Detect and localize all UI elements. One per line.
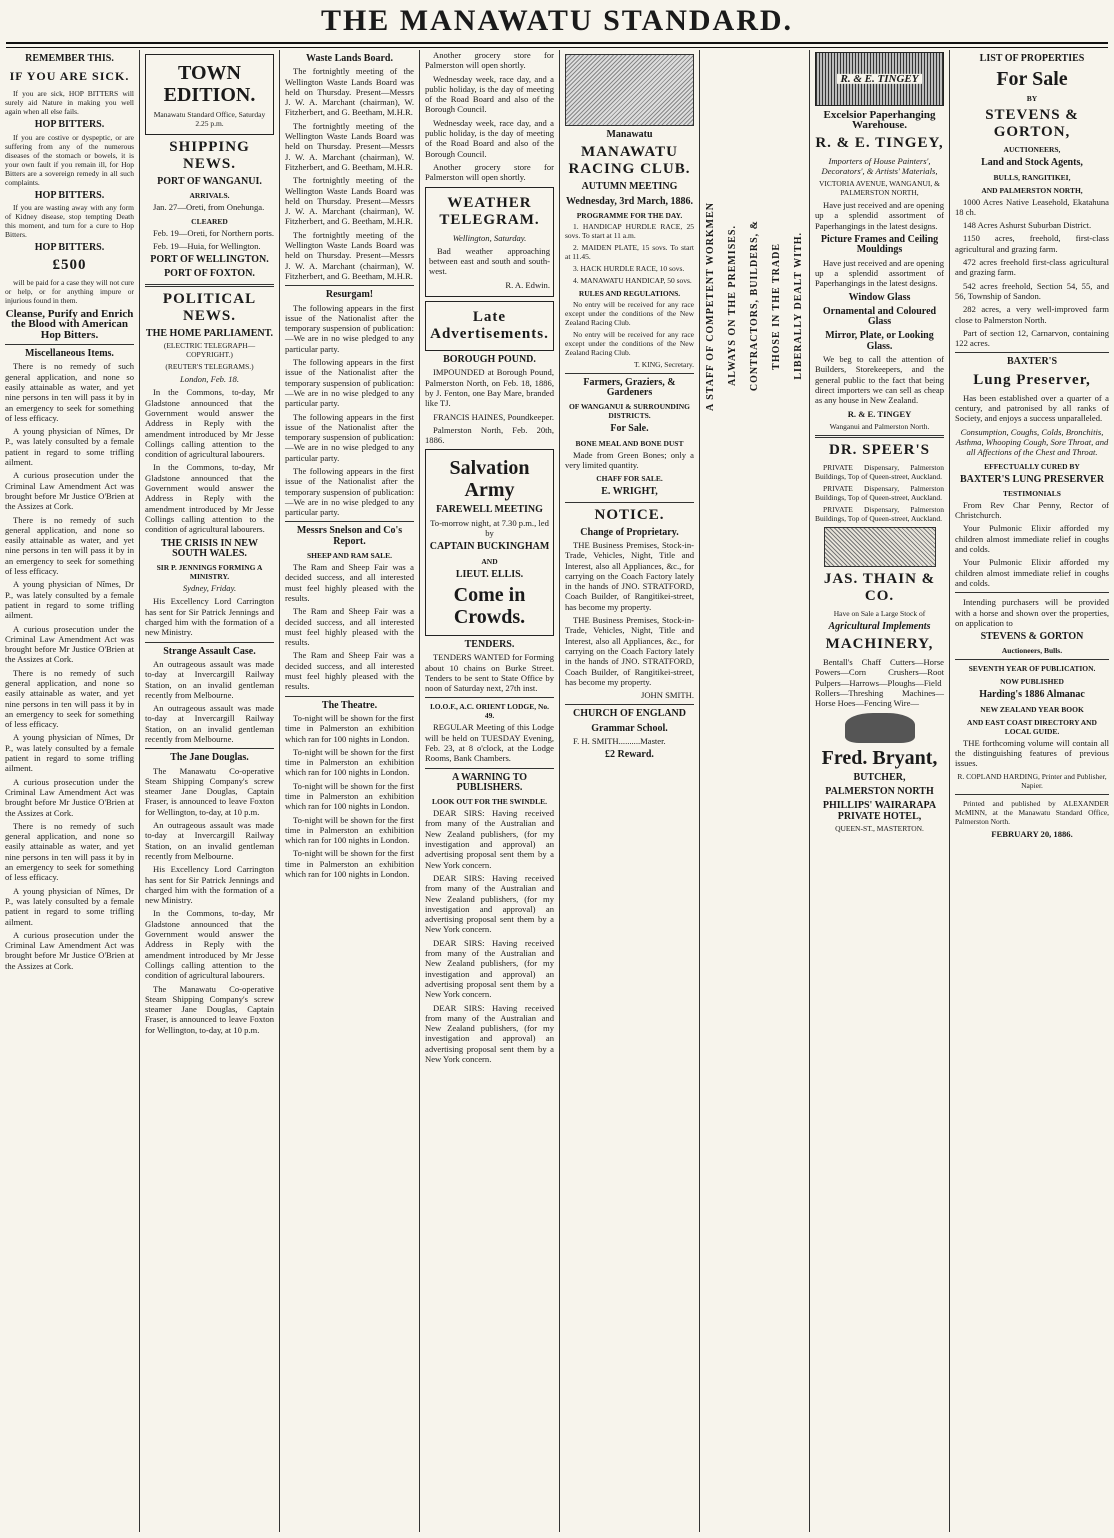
master-line: F. H. SMITH..........Master.: [573, 736, 666, 747]
cleanse-heading: Cleanse, Purify and Enrich the Blood with American Hop Bitters.: [5, 308, 134, 341]
consumption-text: Consumption, Coughs, Colds, Bronchitis, Asthma, Whooping Cough, Sore Throat, and all Affections of the Chest and Throat.: [955, 426, 1109, 458]
late-ads-heading: Late Advertisements.: [430, 309, 549, 343]
change-heading: Change of Proprietary.: [580, 526, 679, 538]
harding-heading: Harding's 1886 Almanac: [979, 689, 1085, 701]
town-edition-heading: TOWN EDITION.: [163, 62, 256, 106]
divider: [285, 521, 414, 522]
publisher-line: R. COPLAND HARDING, Printer and Publisher, Napier.: [957, 771, 1107, 790]
article-text: A young physician of Nîmes, Dr P., was lately consulted by a female patient in regard to some trifling ailment.: [5, 885, 134, 927]
pn-line: AND PALMERSTON NORTH,: [981, 185, 1083, 195]
banner-text: THOSE IN THE TRADE: [770, 242, 782, 370]
race-line: 4. MANAWATU HANDICAP, 50 sovs.: [573, 275, 692, 285]
banner-text: ALWAYS ON THE PREMISES.: [726, 225, 738, 387]
spacer: [700, 50, 809, 106]
divider: [955, 592, 1109, 593]
ad-text: Made from Green Bones; only a very limited quantity.: [565, 449, 694, 471]
bryant-heading: Fred. Bryant,: [821, 746, 938, 769]
phillips-heading: PHILLIPS' WAIRARAPA PRIVATE HOTEL,: [822, 800, 937, 822]
article-text: There is no remedy of such general application, and none so easily attainable as water, and yet nine persons in ten will pass it by in an emergency to seek for something of less efficacy.: [5, 667, 134, 730]
article-text: The Manawatu Co-operative Steam Shipping Company's screw steamer Jane Douglas, Captain Fraser, is announced to leave Foxton for Wellington, to-day, at 10 p.m.: [145, 983, 274, 1035]
ad-text: TENDERS WANTED for Forming about 10 chains on Burke Street. Tenders to be sent to State Office by noon of Saturday next, 27th inst.: [425, 652, 554, 694]
jennings-heading: SIR P. JENNINGS FORMING A MINISTRY.: [156, 563, 263, 582]
address-line: VICTORIA AVENUE, WANGANUI, & PALMERSTON NORTH,: [818, 179, 941, 198]
testimonial: From Rev Char Penny, Rector of Christchurch.: [955, 499, 1109, 521]
resurgam-heading: Resurgam!: [325, 289, 374, 301]
racing-heading: MANAWATU RACING CLUB.: [568, 144, 691, 178]
divider: [425, 697, 554, 698]
machinery-heading: MACHINERY,: [825, 636, 934, 653]
crisis-heading: THE CRISIS IN NEW SOUTH WALES.: [161, 537, 258, 559]
column-5: [560, 50, 700, 1532]
hop-bitters-heading: HOP BITTERS.: [34, 241, 105, 253]
article-text: The following appears in the first issue of the Nationalist after the temporary suspension of publication:—We are in no wise pledged to any particular party.: [285, 411, 414, 463]
property-item: 1150 acres, freehold, first-class agricultural and grazing farm.: [955, 233, 1109, 254]
pn-heading: PALMERSTON NORTH: [825, 785, 934, 797]
article-text: His Excellency Lord Carrington has sent for Sir Patrick Jennings and charged him with the formation of a new Ministry.: [145, 864, 274, 906]
ad-text: Have just received and are opening up a splendid assortment of Paperhangings in the latest designs.: [815, 257, 944, 289]
article-text: There is no remedy of such general application, and none so easily attainable as water, and yet nine persons in ten will pass it by in an emergency to seek for something of less efficacy.: [5, 361, 134, 423]
tingey-vertical-banner: [700, 176, 809, 446]
property-item: 1000 Acres Native Leasehold, Ekatahuna 18 ch.: [955, 196, 1109, 217]
list-heading: LIST OF PROPERTIES: [979, 53, 1085, 64]
grammar-heading: Grammar School.: [591, 722, 668, 734]
ornamental-heading: Ornamental and Coloured Glass: [822, 305, 937, 328]
weather-heading: WEATHER TELEGRAM.: [439, 194, 540, 228]
intending-line: Intending purchasers will be provided with a horse and shown over the properties, on application to: [955, 597, 1109, 628]
ad-text: REGULAR Meeting of this Lodge will be held on TUESDAY Evening, Feb. 23, at 8 o'clock, at the Lodge Rooms, Bank Chambers.: [425, 722, 554, 764]
race-line: 2. MAIDEN PLATE, 15 sovs. To start at 11.45.: [565, 242, 694, 261]
article-text: To-night will be shown for the first time in Palmerston an exhibition which ran for 100 nights in London.: [285, 848, 414, 880]
signature: R. A. Edwin.: [505, 279, 550, 290]
ad-text: PRIVATE Dispensary, Palmerston Buildings, Top of Queen-street, Auckland.: [815, 462, 944, 481]
banner-text: A STAFF OF COMPETENT WORKMEN: [704, 201, 716, 411]
seventh-heading: SEVENTH YEAR OF PUBLICATION.: [968, 664, 1096, 674]
column-6b: [810, 50, 950, 1532]
dateline: Sydney, Friday.: [182, 583, 237, 594]
for-sale-heading: For Sale.: [610, 423, 649, 435]
signature-sub: Wanganui and Palmerston North.: [829, 421, 930, 431]
theatre-heading: The Theatre.: [321, 699, 378, 711]
article-text: There is no remedy of such general application, and none so easily attainable as water, and yet nine persons in ten will pass it by in an emergency to seek for something of less efficacy.: [5, 820, 134, 883]
ad-text: will be paid for a case they will not cure or help, or for anything impure or injurious found in them.: [5, 278, 134, 306]
column-8: [950, 50, 1114, 1532]
property-item: 542 acres freehold, Section 54, 55, and 56, Township of Sandon.: [955, 280, 1109, 301]
testimonial: Your Pulmonic Elixir afforded my children almost immediate relief in coughs and colds.: [955, 523, 1109, 555]
divider: [145, 284, 274, 287]
frames-heading: Picture Frames and Ceiling Mouldings: [820, 234, 939, 256]
ad-text: THE forthcoming volume will contain all the distinguishing features of previous issues.: [955, 737, 1109, 769]
window-heading: Window Glass: [848, 291, 911, 303]
racing-banner: Manawatu: [606, 129, 653, 140]
property-item: 148 Acres Ashurst Suburban District.: [963, 220, 1092, 231]
article-text: The following appears in the first issue of the Nationalist after the temporary suspension of publication:—We are in no wise pledged to any particular party.: [285, 465, 414, 518]
column-4: [420, 50, 560, 1532]
baxter-heading: BAXTER'S: [1006, 356, 1057, 368]
article-text: DEAR SIRS: Having received from many of the Australian and New Zealand publishers, (for my investigation and approval) an advertising proposal sent them by a New York concern.: [425, 937, 554, 1000]
ad-text: Have just received and are opening up a splendid assortment of Paperhangings in the latest designs.: [815, 200, 944, 231]
telegraph-note: (ELECTRIC TELEGRAPH—COPYRIGHT.): [163, 341, 256, 360]
home-parliament-heading: THE HOME PARLIAMENT.: [145, 327, 274, 339]
excelsior-heading: Excelsior Paperhanging Warehouse.: [823, 109, 936, 132]
article-text: The Ram and Sheep Fair was a decided success, and all interested must feel highly pleased with the results.: [285, 650, 414, 692]
late-ads-box: [425, 301, 554, 351]
article-text: A curious prosecution under the Criminal Law Amendment Act was brought before Mr Justice O'Brien at the Assizes at Cork.: [5, 623, 134, 665]
and-line: AND: [481, 556, 498, 566]
divider: [145, 642, 274, 643]
masthead: THE MANAWATU STANDARD.: [320, 4, 794, 37]
divider: [285, 696, 414, 697]
programme-heading: PROGRAMME FOR THE DAY.: [576, 210, 683, 220]
eastcoast-heading: AND EAST COAST DIRECTORY AND LOCAL GUIDE.: [967, 717, 1097, 736]
divider: [565, 373, 694, 374]
reward-heading: £2 Reward.: [605, 749, 654, 761]
auctioneers-line: AUCTIONEERS,: [1003, 145, 1061, 155]
salvation-heading: Salvation Army: [449, 457, 530, 502]
article-text: An outrageous assault was made to-day at Invercargill Railway Station, on an invalid gentleman recently from Melbourne.: [145, 703, 274, 744]
wallpaper-banner: [815, 52, 944, 106]
property-item: 282 acres, a very well-improved farm close to Palmerston North.: [955, 304, 1109, 325]
property-item: 472 acres freehold first-class agricultural and grazing farm.: [955, 257, 1109, 278]
article-text: There is no remedy of such general application, and none so easily attainable as water, and yet nine persons in ten will pass it by in an emergency to seek for something of less efficacy.: [5, 514, 134, 577]
divider: [955, 659, 1109, 660]
article-text: In the Commons, to-day, Mr Gladstone announced that the Government would answer the Address in Reply with the amendment introduced by Mr Jesse Collings calling attention to the condition of agricultural labourers.: [145, 908, 274, 981]
ad-date: Palmerston North, Feb. 20th, 1886.: [425, 424, 554, 446]
testimonials-heading: TESTIMONIALS: [1003, 488, 1061, 498]
assault-heading: Strange Assault Case.: [163, 645, 256, 657]
article-text: In the Commons, to-day, Mr Gladstone announced that the Government would answer the Address in Reply with the amendment introduced by Mr Jesse Collings calling attention to the condition of agricultural labourers.: [145, 387, 274, 460]
ad-text: PRIVATE Dispensary, Palmerston Buildings, Top of Queen-street, Auckland.: [815, 483, 944, 502]
property-item: Part of section 12, Carnarvon, containing 122 acres.: [955, 327, 1109, 349]
divider: [145, 748, 274, 749]
waste-lands-heading: Waste Lands Board.: [306, 53, 393, 64]
port-heading: PORT OF WELLINGTON.: [150, 254, 269, 266]
signature: T. KING, Secretary.: [634, 359, 694, 369]
signature: JOHN SMITH.: [641, 690, 694, 701]
cured-heading: EFFECTUALLY CURED BY: [984, 461, 1080, 471]
article-text: The Manawatu Co-operative Steam Shipping Company's screw steamer Jane Douglas, Captain Fraser, is announced to leave Foxton for Wellington, to-day, at 10 p.m.: [145, 765, 274, 817]
article-text: His Excellency Lord Carrington has sent for Sir Patrick Jennings and charged him with the formation of a new Ministry.: [145, 596, 274, 638]
signature: R. & E. TINGEY: [847, 408, 912, 419]
dateline: London, Feb. 18.: [180, 374, 239, 385]
hop-bitters-heading: HOP BITTERS.: [34, 189, 105, 201]
queen-line: QUEEN-ST., MASTERTON.: [835, 823, 924, 833]
by-line: BY: [1026, 94, 1038, 104]
article-text: To-night will be shown for the first time in Palmerston an exhibition which ran for 100 nights in London.: [285, 780, 414, 812]
masthead-rule: [6, 42, 1108, 48]
salvation-box: [425, 449, 554, 635]
meeting-line: To-morrow night, at 7.30 p.m., led by: [430, 517, 549, 539]
snelson-heading: Messrs Snelson and Co's Report.: [296, 525, 403, 547]
for-sale-heading: For Sale: [996, 68, 1068, 91]
testimonial: Your Pulmonic Elixir afforded my children almost immediate relief in coughs and colds.: [955, 557, 1109, 588]
misc-heading: Miscellaneous Items.: [25, 348, 114, 360]
column-3: [280, 50, 420, 1532]
church-heading: CHURCH OF ENGLAND: [573, 708, 686, 720]
come-heading: Come in Crowds.: [453, 583, 526, 628]
thain-sub: Have on Sale a Large Stock of: [833, 608, 926, 618]
article-text: An outrageous assault was made to-day at Invercargill Railway Station, on an invalid gentleman recently from Melbourne.: [145, 820, 274, 861]
mirror-heading: Mirror, Plate, or Looking Glass.: [825, 330, 934, 352]
article-text: A curious prosecution under the Criminal Law Amendment Act was brought before Mr Justice O'Brien at the Assizes at Cork.: [5, 929, 134, 971]
article-text: A young physician of Nîmes, Dr P., was lately consulted by a female patient in regard to some trifling ailment.: [5, 426, 134, 468]
tingey-heading: R. & E. TINGEY,: [815, 134, 944, 151]
article-text: A curious prosecution under the Criminal Law Amendment Act was brought before Mr Justice O'Brien at the Assizes at Cork.: [5, 470, 134, 512]
farmers-heading: Farmers, Graziers, & Gardeners: [583, 376, 676, 399]
divider: [955, 794, 1109, 795]
article-text: An outrageous assault was made to-day at Invercargill Railway Station, on an invalid gentleman recently from Melbourne.: [145, 658, 274, 700]
ad-text: We beg to call the attention of Builders, Storekeepers, and the general public to the fact that being direct importers we can sell as cheap as any house in New Zealand.: [815, 354, 944, 406]
nz-heading: NEW ZEALAND YEAR BOOK: [980, 704, 1084, 714]
town-edition-box: [145, 54, 274, 135]
column-2: [140, 50, 280, 1532]
article-text: Another grocery store for Palmerston will open shortly.: [425, 50, 554, 71]
arrivals-heading: ARRIVALS.: [189, 191, 230, 201]
column-1: [0, 50, 140, 1532]
port-heading: PORT OF WANGANUI.: [157, 176, 262, 187]
shipping-heading: SHIPPING NEWS.: [169, 139, 250, 172]
ad-text: Has been established over a quarter of a century, and patronised by all ranks of Society, and enjoys a success unparalleled.: [955, 392, 1109, 424]
article-text: DEAR SIRS: Having received from many of the Australian and New Zealand publishers, (for my investigation and approval) an advertising proposal sent them by a New York concern.: [425, 1002, 554, 1064]
imprint-line: Printed and published by ALEXANDER McMINN, at the Manawatu Standard Office, Palmerston North.: [955, 798, 1109, 826]
ad-text: If you are sick, HOP BITTERS will surely aid Nature in making you well again when all else fails.: [5, 89, 134, 117]
article-text: Wednesday week, race day, and a public holiday, is the day of meeting of the Road Board and also of the Borough Council.: [425, 73, 554, 115]
ad-text: If you are wasting away with any form of Kidney disease, stop tempting Death this moment, and turn for a cure to Hop Bitters.: [5, 202, 134, 239]
iooff-heading: I.O.O.F., A.C. ORIENT LODGE, No. 49.: [430, 702, 549, 721]
article-text: A young physician of Nîmes, Dr P., was lately consulted by a female patient in regard to some trifling ailment.: [5, 579, 134, 621]
article-text: Another grocery store for Palmerston will open shortly.: [425, 161, 554, 183]
article-text: DEAR SIRS: Having received from many of the Australian and New Zealand publishers, (for my investigation and approval) an advertising proposal sent them by a New York concern.: [425, 808, 554, 870]
lieut-line: LIEUT. ELLIS.: [455, 568, 524, 580]
divider: [5, 344, 134, 345]
vertical-banner: [700, 176, 810, 436]
race-line: 1. HANDICAP HURDLE RACE, 25 sovs. To start at 11 a.m.: [565, 221, 694, 240]
notice-heading: NOTICE.: [594, 506, 665, 523]
article-text: A young physician of Nîmes, Dr P., was lately consulted by a female patient in regard to some trifling ailment.: [5, 732, 134, 774]
ad-text: IMPOUNDED at Borough Pound, Palmerston North, on Feb. 18, 1886, by J. Fenton, one Bay Mare, branded like TJ.: [425, 367, 554, 409]
plough-engraving: [824, 527, 936, 567]
blp-heading: BAXTER'S LUNG PRESERVER: [959, 473, 1105, 485]
importers-line: Importers of House Painters', Decorators', & Artists' Materials,: [821, 155, 938, 176]
article-text: In the Commons, to-day, Mr Gladstone announced that the Government would answer the Address in Reply with the amendment introduced by Mr Jesse Collings calling attention to the condition of agricultural labourers.: [145, 462, 274, 535]
now-heading: NOW PUBLISHED: [1000, 677, 1064, 687]
wright-heading: E. WRIGHT,: [601, 486, 658, 498]
article-text: The fortnightly meeting of the Wellington Waste Lands Board was held on Thursday. Present—Messrs J. W. A. Marchant (chairman), W. Fitzherbert, and G. Beetham, M.H.R.: [285, 229, 414, 281]
warning-heading: A WARNING TO PUBLISHERS.: [451, 771, 528, 793]
ad-text: If you are costive or dyspeptic, or are suffering from any of the numerous diseases of the stomach or bowels, it is your own fault if you remain ill, for Hop Bitters are a sovereign remedy in all such complaints.: [5, 132, 134, 187]
autumn-heading: AUTUMN MEETING: [581, 181, 678, 193]
article-text: THE Business Premises, Stock-in-Trade, Vehicles, Night, Title and Interest, also all Appliances, &c., for carrying on the Coach Factory lately in the hands of JNO. STRATFORD, Coach Builder, of Rangitikei-street, has become my property.: [565, 615, 694, 687]
if-sick-heading: IF YOU ARE SICK.: [9, 69, 130, 84]
items-list: Bentall's Chaff Cutters—Horse Powers—Corn Crushers—Root Pulpers—Harrows—Ploughs—Field Rollers—Threshing Machines—Horse Hoes—Fencing Wire—: [815, 657, 944, 709]
article-text: The following appears in the first issue of the Nationalist after the temporary suspension of publication:—We are in no wise pledged to any particular party.: [285, 357, 414, 409]
article-text: The fortnightly meeting of the Wellington Waste Lands Board was held on Thursday. Present—Messrs J. W. A. Marchant (chairman), W. Fitzherbert, and G. Beetham, M.H.R.: [285, 66, 414, 118]
divider: [815, 435, 944, 438]
captain-line: CAPTAIN BUCKINGHAM: [429, 541, 550, 553]
speer-heading: DR. SPEER'S: [828, 441, 931, 458]
arrival-line: Jan. 27—Oreti, from Onehunga.: [153, 202, 265, 213]
cleared-line: Feb. 19—Huia, for Wellington.: [153, 240, 261, 251]
district-heading: OF WANGANUI & SURROUNDING DISTRICTS.: [568, 402, 691, 421]
dateline: Wellington, Saturday.: [452, 232, 527, 243]
signature: FRANCIS HAINES, Poundkeeper.: [433, 411, 554, 422]
weather-box: [425, 187, 554, 297]
sg-sub: Auctioneers, Bulls.: [1001, 646, 1063, 656]
lung-heading: Lung Preserver,: [973, 371, 1091, 388]
article-text: A curious prosecution under the Criminal Law Amendment Act was brought before Mr Justice O'Brien at the Assizes at Cork.: [5, 776, 134, 818]
article-text: To-night will be shown for the first time in Palmerston an exhibition which ran for 100 nights in London.: [285, 712, 414, 744]
race-line: 3. HACK HURDLE RACE, 10 sovs.: [573, 263, 685, 273]
sg-heading: STEVENS & GORTON: [980, 631, 1084, 643]
article-text: THE Business Premises, Stock-in-Trade, Vehicles, Night, Title and Interest, also all Appliances, &c., for carrying on the Coach Factory lately in the hands of JNO. STRATFORD, Coach Builder, of Rangitikei-street, has become my property.: [565, 539, 694, 612]
divider: [285, 285, 414, 286]
cleared-line: Feb. 19—Oreti, for Northern ports.: [153, 227, 275, 238]
article-text: The fortnightly meeting of the Wellington Waste Lands Board was held on Thursday. Present—Messrs J. W. A. Marchant (chairman), W. Fitzherbert, and G. Beetham, M.H.R.: [285, 120, 414, 172]
article-text: DEAR SIRS: Having received from many of the Australian and New Zealand publishers, (for my investigation and approval) an advertising proposal sent them by a New York concern.: [425, 872, 554, 935]
ad-text: PRIVATE Dispensary, Palmerston Buildings, Top of Queen-street, Auckland.: [815, 504, 944, 523]
banner-text: LIBERALLY DEALT WITH.: [792, 232, 804, 380]
article-text: The following appears in the first issue of the Nationalist after the temporary suspension of publication:—We are in no wise pledged to any particular party.: [285, 302, 414, 354]
banner-text: CONTRACTORS, BUILDERS, &: [748, 220, 760, 392]
farewell-heading: FAREWELL MEETING: [436, 504, 543, 516]
column-6: [700, 50, 810, 1532]
article-text: The Ram and Sheep Fair was a decided success, and all interested must feel highly pleased with the results.: [285, 562, 414, 603]
sheep-sale-heading: SHEEP AND RAM SALE.: [306, 551, 393, 561]
butcher-heading: BUTCHER,: [853, 771, 906, 783]
article-text: The fortnightly meeting of the Wellington Waste Lands Board was held on Thursday. Present—Messrs J. W. A. Marchant (chairman), W. Fitzherbert, and G. Beetham, M.H.R.: [285, 175, 414, 227]
meeting-date: Wednesday, 3rd March, 1886.: [565, 195, 694, 207]
banner-caption: R. & E. TINGEY: [837, 74, 923, 84]
agric-heading: Agricultural Implements: [828, 620, 931, 632]
office-line: Manawatu Standard Office, Saturday 2.25 p.m.: [153, 110, 266, 128]
reward-amount: £500: [52, 257, 87, 274]
divider: [425, 768, 554, 769]
reuter-note: (REUTER'S TELEGRAMS.): [165, 362, 254, 372]
divider: [565, 502, 694, 503]
hop-bitters-heading: HOP BITTERS.: [34, 119, 105, 131]
divider: [955, 352, 1109, 353]
port-heading: PORT OF FOXTON.: [164, 268, 255, 280]
rules-text: No entry will be received for any race except under the conditions of the New Zealand Racing Club.: [565, 299, 694, 327]
racing-engraving: [565, 54, 694, 126]
article-text: To-night will be shown for the first time in Palmerston an exhibition which ran for 100 nights in London.: [285, 814, 414, 846]
jane-douglas-heading: The Jane Douglas.: [170, 752, 249, 764]
rules-text: No entry will be received for any race except under the conditions of the New Zealand Racing Club.: [565, 329, 694, 357]
cow-engraving: [845, 713, 915, 743]
divider: [565, 704, 694, 705]
swindle-heading: LOOK OUT FOR THE SWINDLE.: [432, 797, 547, 807]
article-text: Wednesday week, race day, and a public holiday, is the day of meeting of the Road Board and also of the Borough Council.: [425, 117, 554, 159]
chaff-heading: CHAFF FOR SALE.: [596, 474, 663, 484]
land-heading: Land and Stock Agents,: [981, 157, 1083, 169]
pound-heading: BOROUGH POUND.: [443, 354, 536, 366]
rules-heading: RULES AND REGULATIONS.: [578, 288, 681, 298]
tenders-heading: TENDERS.: [464, 638, 515, 650]
thain-heading: JAS. THAIN & CO.: [823, 570, 936, 604]
stevens-heading: STEVENS & GORTON,: [985, 107, 1079, 141]
article-text: The Ram and Sheep Fair was a decided success, and all interested must feel highly pleased with the results.: [285, 606, 414, 648]
imprint-date: FEBRUARY 20, 1886.: [991, 828, 1073, 839]
weather-text: Bad weather approaching between east and south and south-west.: [429, 245, 550, 277]
political-heading: POLITICAL NEWS.: [162, 290, 257, 324]
cleared-heading: CLEARED: [191, 216, 228, 226]
bonemeal-heading: BONE MEAL AND BONE DUST: [575, 438, 684, 448]
bulls-line: BULLS, RANGITIKEI,: [993, 172, 1071, 182]
remember-heading: REMEMBER THIS.: [25, 53, 114, 64]
article-text: To-night will be shown for the first time in Palmerston an exhibition which ran for 100 nights in London.: [285, 746, 414, 778]
